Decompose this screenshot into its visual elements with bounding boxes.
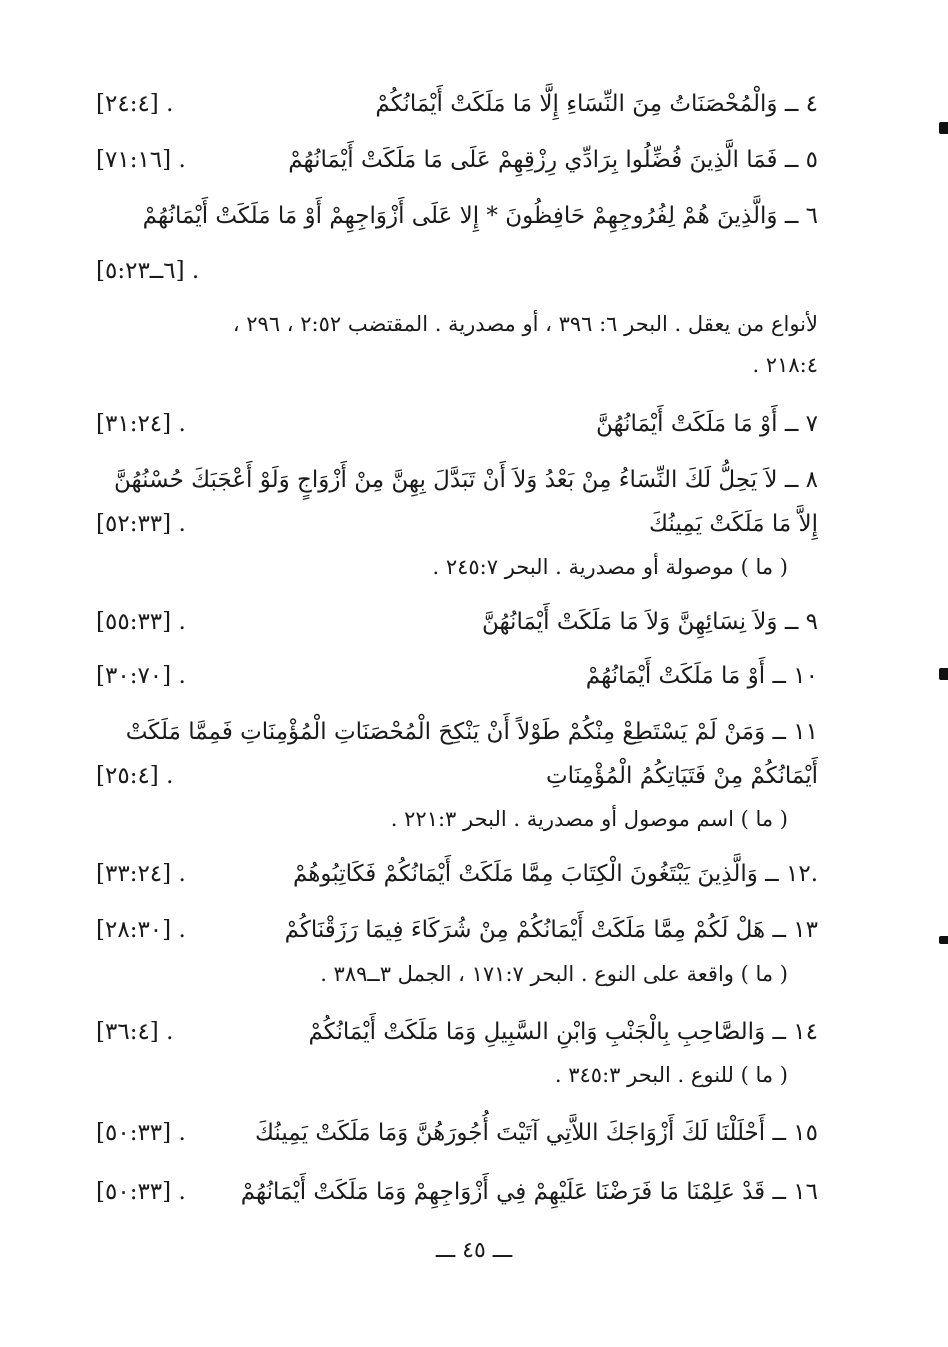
verse-reference: [٣١:٢٤] . <box>96 411 186 437</box>
verse-line-11 <box>96 712 818 752</box>
verse-text: ١٤ ــ وَالصَّاحِبِ بِالْجَنْبِ وَابْنِ السَّبِيلِ وَمَا مَلَكَتْ أَيْمَانُكُمْ <box>308 1019 818 1045</box>
verse-reference: [٢٨:٣٠] . <box>96 917 186 943</box>
binding-mark <box>939 668 948 680</box>
page-number: ـــ ٤٥ ـــ <box>435 1238 513 1263</box>
commentary-note: لأنواع من يعقل . البحر ٦: ٣٩٦ ، أو مصدرية . المقتضب ٢:٥٢ ، ٢٩٦ ، <box>232 312 818 336</box>
verse-reference: [٥٠:٣٣] . <box>96 1179 186 1205</box>
verse-text: ١٦ ــ قَدْ عَلِمْنَا مَا فَرَضْنَا عَلَيْهِمْ فِي أَزْوَاجِهِمْ وَمَا مَلَكَتْ أَيْمَانُهُمْ <box>240 1179 818 1205</box>
verse-reference: [٥٠:٣٣] . <box>96 1120 186 1146</box>
verse-text: .١٢ ــ وَالَّذِينَ يَبْتَغُونَ الْكِتَابَ مِمَّا مَلَكَتْ أَيْمَانُكُمْ فَكَاتِبُوهُمْ <box>292 861 818 887</box>
verse-line-7 <box>96 404 818 444</box>
verse-text: ٧ ــ أَوْ مَا مَلَكَتْ أَيْمَانُهُنَّ <box>595 411 818 437</box>
verse-line-12 <box>96 854 818 894</box>
verse-line-14 <box>96 1012 818 1052</box>
commentary-note: ( ما ) موصولة أو مصدرية . البحر ٢٤٥:٧ . <box>432 555 788 579</box>
commentary-note: ( ما ) واقعة على النوع . البحر ١٧١:٧ ، الجمل ٣ــ٣٨٩ . <box>320 962 788 986</box>
verse-text: ١٠ ــ أَوْ مَا مَلَكَتْ أَيْمَانُهُمْ <box>585 663 818 689</box>
commentary-note-continued: . ٢١٨:٤ <box>752 353 818 377</box>
verse-text: ١٣ ــ هَلْ لَكُمْ مِمَّا مَلَكَتْ أَيْمَانُكُمْ مِنْ شُرَكَاءَ فِيمَا رَزَقْنَاكُمْ <box>284 917 818 943</box>
commentary-note: ( ما ) اسم موصول أو مصدرية . البحر ٢٢١:٣ . <box>390 807 788 831</box>
verse-reference: [٥٢:٣٣] . <box>96 511 186 537</box>
verse-reference: [٢٤:٤] . <box>96 91 174 117</box>
verse-reference: [٥٥:٣٣] . <box>96 609 186 635</box>
binding-mark <box>939 122 948 134</box>
verse-text: ٤ ــ وَالْمُحْصَنَاتُ مِنَ النِّسَاءِ إِلَّا مَا مَلَكَتْ أَيْمَانُكُمْ <box>375 91 818 117</box>
verse-text: ٨ ــ لاَ يَحِلُّ لَكَ النِّسَاءُ مِنْ بَعْدُ وَلاَ أَنْ تَبَدَّلَ بِهِنَّ مِنْ أَزْوَاجٍ وَلَوْ أَعْجَبَكَ حُسْنُهُنَّ <box>114 467 818 493</box>
verse-reference: [٢٥:٤] . <box>96 763 174 789</box>
verse-line-4 <box>96 84 818 124</box>
verse-text: ٥ ــ فَمَا الَّذِينَ فُضِّلُوا بِرَادِّي رِزْقِهِمْ عَلَى مَا مَلَكَتْ أَيْمَانُهُمْ <box>288 147 818 173</box>
verse-line-8 <box>96 460 818 500</box>
verse-line-9 <box>96 602 818 642</box>
verse-text: أَيْمَانُكُمْ مِنْ فَتَيَاتِكُمُ الْمُؤْمِنَاتِ <box>545 763 818 789</box>
verse-reference: [٣٣:٢٤] . <box>96 861 186 887</box>
commentary-note: ( ما ) للنوع . البحر ٣٤٥:٣ . <box>554 1063 788 1087</box>
verse-reference: [٦ــ٥:٢٣] . <box>96 258 200 284</box>
verse-line-6 <box>96 196 818 236</box>
verse-reference: [٣٦:٤] . <box>96 1019 174 1045</box>
verse-reference: [٧١:١٦] . <box>96 147 186 173</box>
verse-line-5 <box>96 140 818 180</box>
verse-line-15 <box>96 1113 818 1153</box>
verse-text: ١١ ــ وَمَنْ لَمْ يَسْتَطِعْ مِنْكُمْ طَوْلاً أَنْ يَنْكِحَ الْمُحْصَنَاتِ الْمُؤْمِنَاتِ فَمِمَّا مَلَكَتْ <box>125 719 818 745</box>
verse-line-13 <box>96 910 818 950</box>
verse-line-8-continued <box>96 504 818 544</box>
verse-line-10 <box>96 656 818 696</box>
verse-text: ١٥ ــ أَحْلَلْنَا لَكَ أَزْوَاجَكَ اللاَّتِي آتَيْتَ أُجُورَهُنَّ وَمَا مَلَكَتْ يَمِينُكَ <box>255 1120 818 1146</box>
verse-line-6-continued <box>96 251 818 291</box>
verse-text: ٩ ــ وَلاَ نِسَائِهِنَّ وَلاَ مَا مَلَكَتْ أَيْمَانُهُنَّ <box>481 609 818 635</box>
verse-text: ٦ ــ وَالَّذِينَ هُمْ لِفُرُوجِهِمْ حَافِظُونَ * إِلا عَلَى أَزْوَاجِهِمْ أَوْ مَا مَلَكَتْ أَيْمَانُهُمْ <box>142 203 818 229</box>
binding-mark <box>939 936 948 944</box>
verse-line-16 <box>96 1172 818 1212</box>
verse-line-11-continued <box>96 756 818 796</box>
verse-reference: [٣٠:٧٠] . <box>96 663 186 689</box>
verse-text: إِلاَّ مَا مَلَكَتْ يَمِينُكَ <box>649 511 818 537</box>
